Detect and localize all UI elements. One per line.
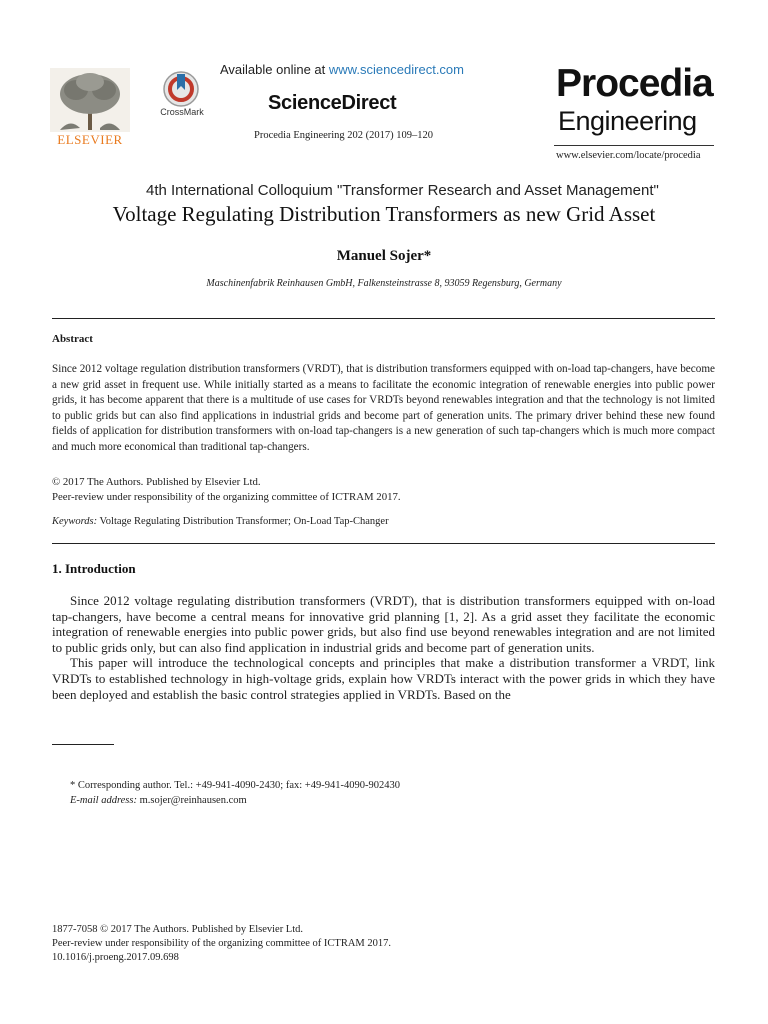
journal-reference: Procedia Engineering 202 (2017) 109–120 xyxy=(254,130,434,141)
abstract-heading: Abstract xyxy=(52,333,93,345)
email-footnote xyxy=(70,795,247,806)
abstract-bottom-rule xyxy=(52,543,715,544)
footer-peer-review: Peer-review under responsibility of the organizing committee of ICTRAM 2017. xyxy=(52,938,392,949)
procedia-title: Procedia xyxy=(556,62,713,105)
abstract-peer-review: Peer-review under responsibility of the organizing committee of ICTRAM 2017. xyxy=(52,491,401,503)
sciencedirect-wordmark: ScienceDirect xyxy=(268,92,397,114)
corresponding-author-footnote: * Corresponding author. Tel.: +49-941-4090-2430; fax: +49-941-4090-902430 xyxy=(70,780,400,791)
procedia-divider xyxy=(554,145,714,146)
abstract-copyright: © 2017 The Authors. Published by Elsevier Ltd. xyxy=(52,476,261,488)
email-address[interactable]: m.sojer@reinhausen.com xyxy=(136,795,247,806)
footer-doi[interactable]: 10.1016/j.proeng.2017.09.698 xyxy=(52,952,179,963)
footer-issn: 1877-7058 © 2017 The Authors. Published by Elsevier Ltd. xyxy=(52,924,304,935)
paper-title: Voltage Regulating Distribution Transformers as new Grid Asset xyxy=(112,202,656,226)
conference-name: 4th International Colloquium "Transformer Research and Asset Management" xyxy=(146,182,659,199)
procedia-subtitle: Engineering xyxy=(558,106,697,136)
introduction-paragraph: Since 2012 voltage regulating distribution transformers (VRDT), that is distribution transformers equipped with on-load tap-changers, have become a central means for innovative grid planning [1, 2]. As a grid asset they facilitate the economic integration of renewable energies into public power grids, but also find use beyond renewables integration and are not limited to public grids only, but can also find application in industrial grids and become part of generation units. xyxy=(52,593,715,655)
introduction-heading: 1. Introduction xyxy=(52,561,136,576)
footnote-rule xyxy=(52,744,114,745)
keywords-text: Voltage Regulating Distribution Transformer; On-Load Tap-Changer xyxy=(97,516,389,527)
available-prefix: Available online at xyxy=(219,62,329,77)
elsevier-wordmark: ELSEVIER xyxy=(57,132,123,147)
introduction-body xyxy=(52,593,715,702)
crossmark-label: CrossMark xyxy=(160,107,204,117)
author-affiliation: Maschinenfabrik Reinhausen GmbH, Falkensteinstrasse 8, 93059 Regensburg, Germany xyxy=(206,278,562,289)
email-label: E-mail address: xyxy=(70,795,137,806)
abstract-text: Since 2012 voltage regulation distribution transformers (VRDT), that is distribution transformers equipped with on-load tap-changers, have become a new grid asset in frequent use. While initially started as a means to facilitate the economic integration of renewable energies into public power grids, it has become apparent that there is a multitude of use cases for VRDTs beyond renewables integration and that the technology is not limited to public grids but can also find applications in industrial grids and become part of generation units. The primary driver behind these new found fields of application for distribution transformers with on-load tap-changers is a new generation of such tap-changers which is much more compact and much more economical than traditional tap-changers. xyxy=(52,363,715,453)
keywords-line xyxy=(52,516,389,527)
keywords-label: Keywords: xyxy=(52,516,98,527)
sciencedirect-link[interactable]: www.sciencedirect.com xyxy=(328,62,464,77)
abstract-top-rule xyxy=(52,318,715,319)
procedia-url[interactable]: www.elsevier.com/locate/procedia xyxy=(556,150,701,161)
author-name: Manuel Sojer* xyxy=(336,248,432,264)
introduction-paragraph: This paper will introduce the technological concepts and principles that make a distribution transformer a VRDT, link VRDTs to established technology in high-voltage grids, explain how VRDTs interact with the power grids in which they have been deployed and establish the basic control strategies applied in VRDTs. Based on the xyxy=(52,655,715,702)
